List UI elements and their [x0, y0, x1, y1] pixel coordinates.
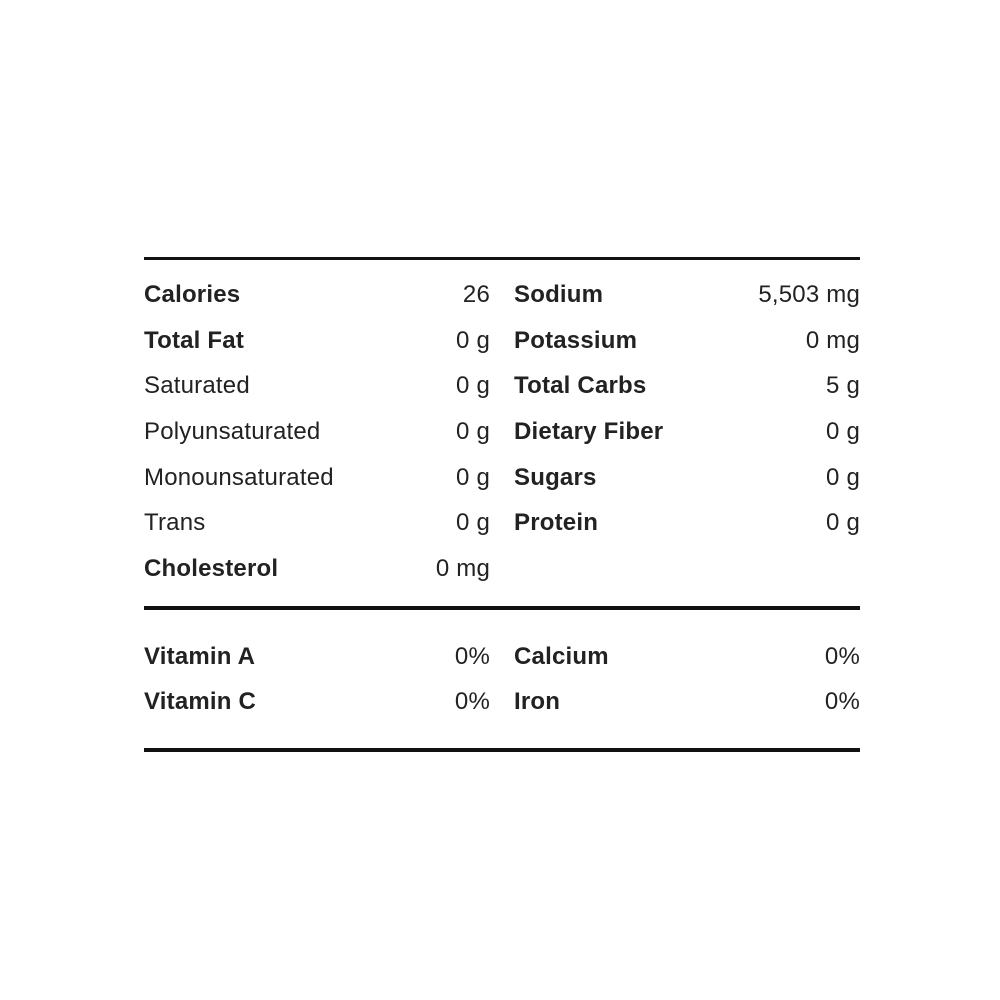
nutrient-row-protein — [514, 500, 860, 546]
nutrient-label: Potassium — [514, 326, 638, 354]
nutrient-value: 0 g — [456, 372, 490, 400]
nutrient-label: Polyunsaturated — [144, 417, 321, 445]
nutrients-right-column — [514, 272, 860, 592]
nutrient-label: Dietary Fiber — [514, 417, 664, 445]
nutrient-value: 0 g — [826, 417, 860, 445]
vitamin-value: 0% — [824, 688, 860, 716]
nutrient-row-trans — [144, 500, 490, 546]
nutrients-section — [144, 260, 860, 606]
vitamin-label: Calcium — [514, 642, 609, 670]
nutrient-label: Protein — [514, 509, 599, 537]
vitamins-left-column — [144, 634, 490, 725]
nutrient-row-total-fat — [144, 318, 490, 364]
nutrition-facts-panel — [144, 257, 860, 752]
vitamins-section — [144, 610, 860, 748]
nutrient-label: Calories — [144, 280, 241, 308]
nutrient-value: 0 g — [456, 463, 490, 491]
nutrient-row-sodium — [514, 272, 860, 318]
nutrient-label: Saturated — [144, 372, 250, 400]
nutrient-value: 26 — [462, 280, 490, 308]
nutrient-label: Total Carbs — [514, 372, 647, 400]
bottom-divider — [144, 748, 860, 752]
nutrients-left-column — [144, 272, 490, 592]
nutrient-label: Total Fat — [144, 326, 245, 354]
vitamin-label: Vitamin A — [144, 642, 256, 670]
nutrient-row-monounsaturated — [144, 455, 490, 501]
nutrient-row-cholesterol — [144, 546, 490, 592]
nutrient-row-dietary-fiber — [514, 409, 860, 455]
nutrient-value: 5 g — [826, 372, 860, 400]
vitamin-row-iron — [514, 680, 860, 726]
nutrient-label: Sodium — [514, 280, 604, 308]
nutrient-row-saturated — [144, 363, 490, 409]
nutrient-value: 0 g — [826, 509, 860, 537]
nutrient-label: Cholesterol — [144, 554, 279, 582]
nutrient-label: Monounsaturated — [144, 463, 334, 491]
nutrient-value: 0 mg — [805, 326, 860, 354]
vitamin-value: 0% — [824, 642, 860, 670]
nutrient-label: Trans — [144, 509, 206, 537]
nutrient-label: Sugars — [514, 463, 597, 491]
nutrient-value: 0 g — [456, 509, 490, 537]
vitamin-value: 0% — [454, 642, 490, 670]
vitamin-row-vitamin-a — [144, 634, 490, 680]
vitamins-right-column — [514, 634, 860, 725]
nutrient-value: 0 g — [456, 417, 490, 445]
vitamin-row-vitamin-c — [144, 680, 490, 726]
nutrient-row-sugars — [514, 455, 860, 501]
vitamin-label: Vitamin C — [144, 688, 257, 716]
nutrient-row-polyunsaturated — [144, 409, 490, 455]
vitamin-row-calcium — [514, 634, 860, 680]
nutrient-row-calories — [144, 272, 490, 318]
vitamin-value: 0% — [454, 688, 490, 716]
nutrient-value: 0 g — [456, 326, 490, 354]
nutrient-row-potassium — [514, 318, 860, 364]
nutrient-row-total-carbs — [514, 363, 860, 409]
nutrient-value: 5,503 mg — [758, 280, 860, 308]
nutrient-value: 0 mg — [435, 554, 490, 582]
vitamin-label: Iron — [514, 688, 561, 716]
nutrient-value: 0 g — [826, 463, 860, 491]
